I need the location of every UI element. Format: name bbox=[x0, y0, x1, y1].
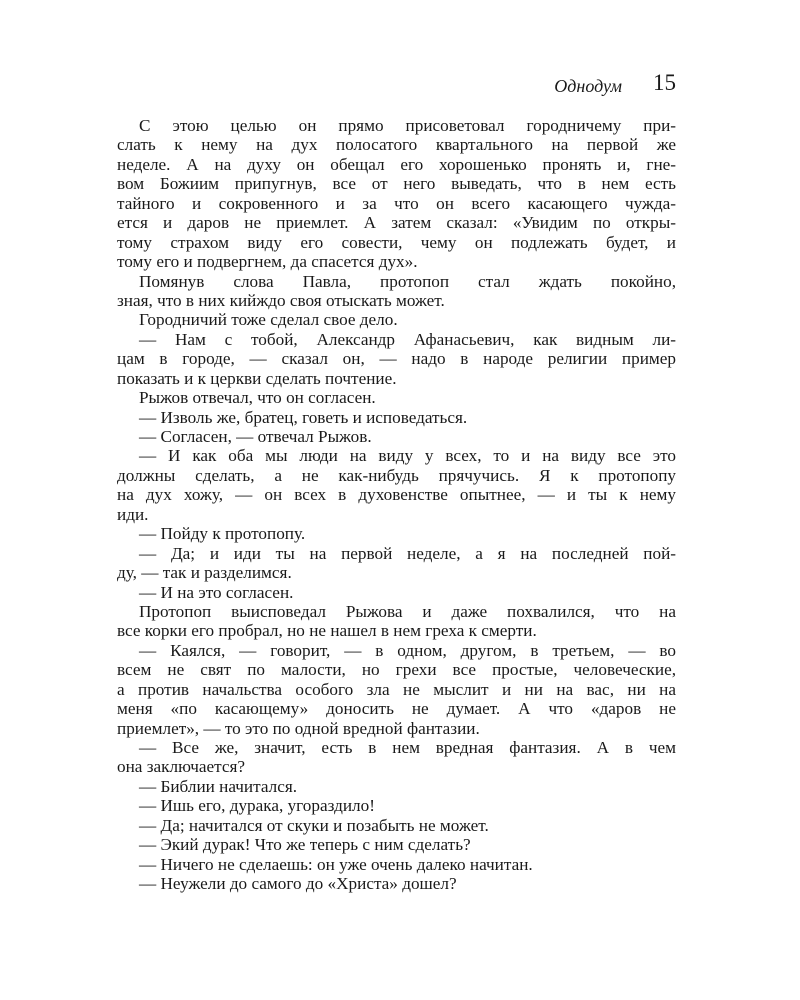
text-line: Протопоп выисповедал Рыжова и даже похвалился, что на bbox=[139, 601, 676, 621]
text-line: слать к нему на дух полосатого квартального на первой же bbox=[117, 135, 676, 155]
text-line: вом Божиим припугнув, все от него выведать, что в нем есть bbox=[117, 174, 676, 194]
text-line: ду, — так и разделимся. bbox=[117, 563, 292, 583]
running-title: Однодум bbox=[554, 76, 622, 96]
text-line: — Ничего не сделаешь: он уже очень далеко начитан. bbox=[139, 854, 533, 874]
text-line: меня «по касающему» доносить не думает. А что «даров не bbox=[117, 699, 676, 719]
text-line: — И как оба мы люди на виду у всех, то и на виду все это bbox=[139, 446, 676, 466]
text-line: — Изволь же, братец, говеть и исповедаться. bbox=[139, 407, 468, 427]
text-line: — Все же, значит, есть в нем вредная фантазия. А в чем bbox=[139, 738, 676, 757]
text-line: всем не свят по малости, но грехи все простые, человеческие, bbox=[117, 660, 676, 680]
text-line: все корки его пробрал, но не нашел в нем греха к смерти. bbox=[117, 621, 537, 641]
text-line: тому страхом виду его совести, чему он подлежать будет, и bbox=[117, 232, 676, 252]
text-line: показать и к церкви сделать почтение. bbox=[117, 368, 397, 388]
text-line: Городничий тоже сделал свое дело. bbox=[139, 310, 398, 330]
text-line: — Каялся, — говорит, — в одном, другом, в третьем, — во bbox=[139, 640, 676, 660]
text-line: на дух хожу, — он всех в духовенстве опытнее, — и ты к нему bbox=[117, 485, 676, 505]
text-line: — Нам с тобой, Александр Афанасьевич, как видным ли- bbox=[139, 329, 676, 349]
text-line: — Да; начитался от скуки и позабыть не может. bbox=[139, 815, 489, 835]
text-line: Рыжов отвечал, что он согласен. bbox=[139, 388, 376, 408]
text-line: а против начальства особого зла не мыслит и ни на вас, ни на bbox=[117, 679, 676, 699]
text-line: — Экий дурак! Что же теперь с ним сделать? bbox=[139, 835, 471, 855]
text-line: — И на это согласен. bbox=[139, 582, 294, 602]
text-line: Помянув слова Павла, протопоп стал ждать покойно, bbox=[139, 271, 676, 291]
running-head bbox=[117, 70, 676, 98]
text-line: тайного и сокровенного и за что он всего касающего чужда- bbox=[117, 193, 676, 213]
text-line: — Ишь его, дурака, угораздило! bbox=[139, 796, 375, 816]
text-line: С этою целью он прямо присоветовал городничему при- bbox=[139, 116, 676, 135]
text-line: приемлет», — то это по одной вредной фантазии. bbox=[117, 718, 480, 738]
text-line: тому его и подвергнем, да спасется дух». bbox=[117, 252, 418, 272]
text-line: она заключается? bbox=[117, 757, 246, 777]
text-line: ется и даров не приемлет. А затем сказал: «Увидим по откры- bbox=[117, 213, 676, 233]
text-line: — Неужели до самого до «Христа» дошел? bbox=[139, 874, 457, 894]
text-line: зная, что в них кийждо своя отыскать может. bbox=[117, 290, 445, 310]
text-line: иди. bbox=[117, 504, 149, 524]
text-line: — Библии начитался. bbox=[139, 776, 298, 796]
text-line: должны сделать, а не как-нибудь прячучись. Я к протопопу bbox=[117, 465, 676, 485]
body-text bbox=[117, 116, 676, 894]
page-number: 15 bbox=[653, 70, 676, 95]
text-line: — Да; и иди ты на первой неделе, а я на последней пой- bbox=[139, 543, 676, 563]
text-line: цам в городе, — сказал он, — надо в народе религии пример bbox=[117, 349, 676, 369]
text-line: — Согласен, — отвечал Рыжов. bbox=[139, 427, 372, 446]
text-line: неделе. А на духу он обещал его хорошенько пронять и, гне- bbox=[117, 154, 676, 174]
text-line: — Пойду к протопопу. bbox=[139, 524, 306, 544]
